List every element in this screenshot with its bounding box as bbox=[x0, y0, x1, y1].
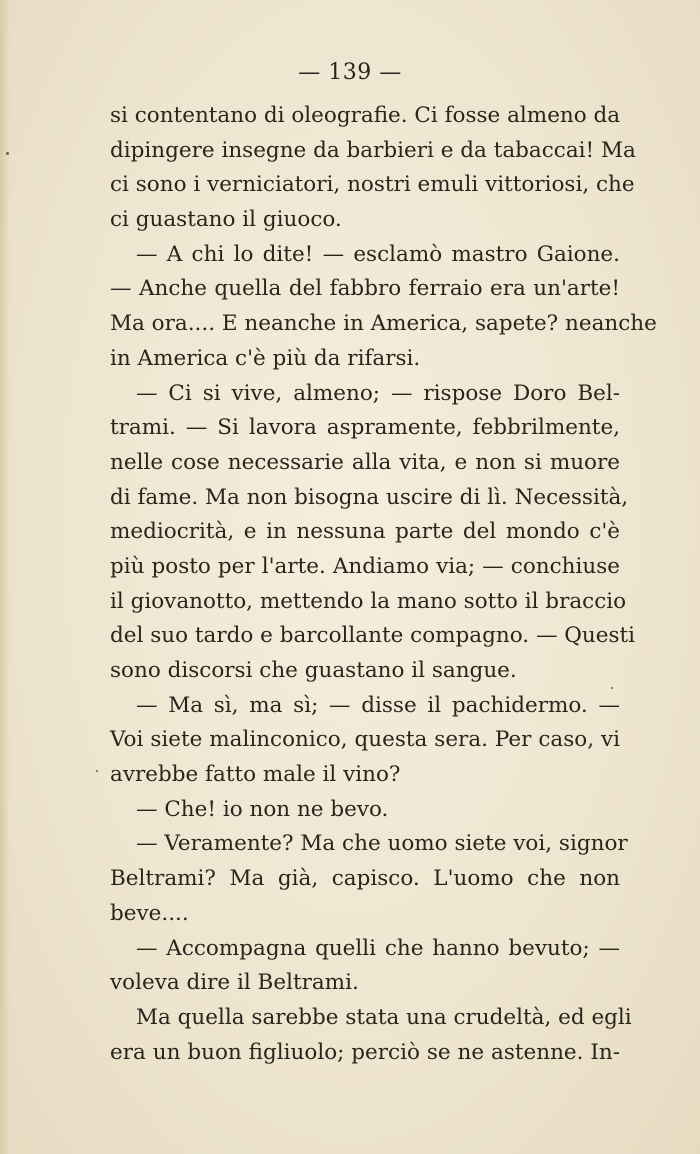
page-number: — 139 — bbox=[298, 60, 402, 85]
paper-speck bbox=[96, 770, 98, 772]
text-line-7: Ma ora.... E neanche in America, sapete? neanche bbox=[110, 311, 657, 337]
text-line-15: il giovanotto, mettendo la mano sotto il braccio bbox=[110, 588, 627, 614]
paper-speck bbox=[611, 687, 613, 689]
text-line-13: mediocrità, e in nessuna parte del mondo c'è bbox=[110, 519, 620, 545]
text-line-6: — Anche quella del fabbro ferraio era un'arte! bbox=[110, 276, 620, 302]
text-line-14: più posto per l'arte. Andiamo via; — conchiuse bbox=[110, 553, 620, 579]
text-line-25: — Accompagna quelli che hanno bevuto; — bbox=[136, 935, 620, 961]
text-line-12: di fame. Ma non bisogna uscire di lì. Necessità, bbox=[110, 484, 629, 510]
body-text bbox=[110, 99, 657, 1070]
text-line-21: — Che! io non ne bevo. bbox=[136, 796, 389, 822]
text-line-24: beve.... bbox=[110, 900, 189, 926]
text-line-16: del suo tardo e barcollante compagno. — Questi bbox=[110, 623, 636, 649]
text-line-10: trami. — Si lavora aspramente, febbrilmente, bbox=[110, 415, 620, 441]
text-line-8: in America c'è più da rifarsi. bbox=[110, 345, 421, 371]
text-line-4: ci guastano il giuoco. bbox=[110, 207, 342, 233]
page-edge-shadow bbox=[0, 0, 10, 1154]
text-line-28: era un buon figliuolo; perciò se ne astenne. In- bbox=[110, 1039, 620, 1065]
text-line-2: dipingere insegne da barbieri e da tabaccai! Ma bbox=[110, 137, 636, 163]
text-line-27: Ma quella sarebbe stata una crudeltà, ed egli bbox=[136, 1004, 632, 1030]
text-line-18: — Ma sì, ma sì; — disse il pachidermo. — bbox=[136, 692, 620, 718]
text-line-11: nelle cose necessarie alla vita, e non si muore bbox=[110, 449, 620, 475]
text-line-9: — Ci si vive, almeno; — rispose Doro Bel- bbox=[136, 380, 620, 406]
text-line-19: Voi siete malinconico, questa sera. Per caso, vi bbox=[110, 727, 620, 753]
text-line-3: ci sono i verniciatori, nostri emuli vittoriosi, che bbox=[110, 172, 635, 198]
text-line-5: — A chi lo dite! — esclamò mastro Gaione. bbox=[136, 241, 620, 267]
text-line-22: — Veramente? Ma che uomo siete voi, signor bbox=[136, 831, 628, 857]
text-line-1: si contentano di oleografie. Ci fosse almeno da bbox=[110, 103, 621, 128]
text-line-20: avrebbe fatto male il vino? bbox=[110, 762, 401, 788]
text-line-17: sono discorsi che guastano il sangue. bbox=[110, 658, 517, 683]
paper-speck bbox=[6, 152, 9, 155]
text-line-26: voleva dire il Beltrami. bbox=[110, 970, 359, 996]
text-line-23: Beltrami? Ma già, capisco. L'uomo che non bbox=[110, 866, 620, 892]
